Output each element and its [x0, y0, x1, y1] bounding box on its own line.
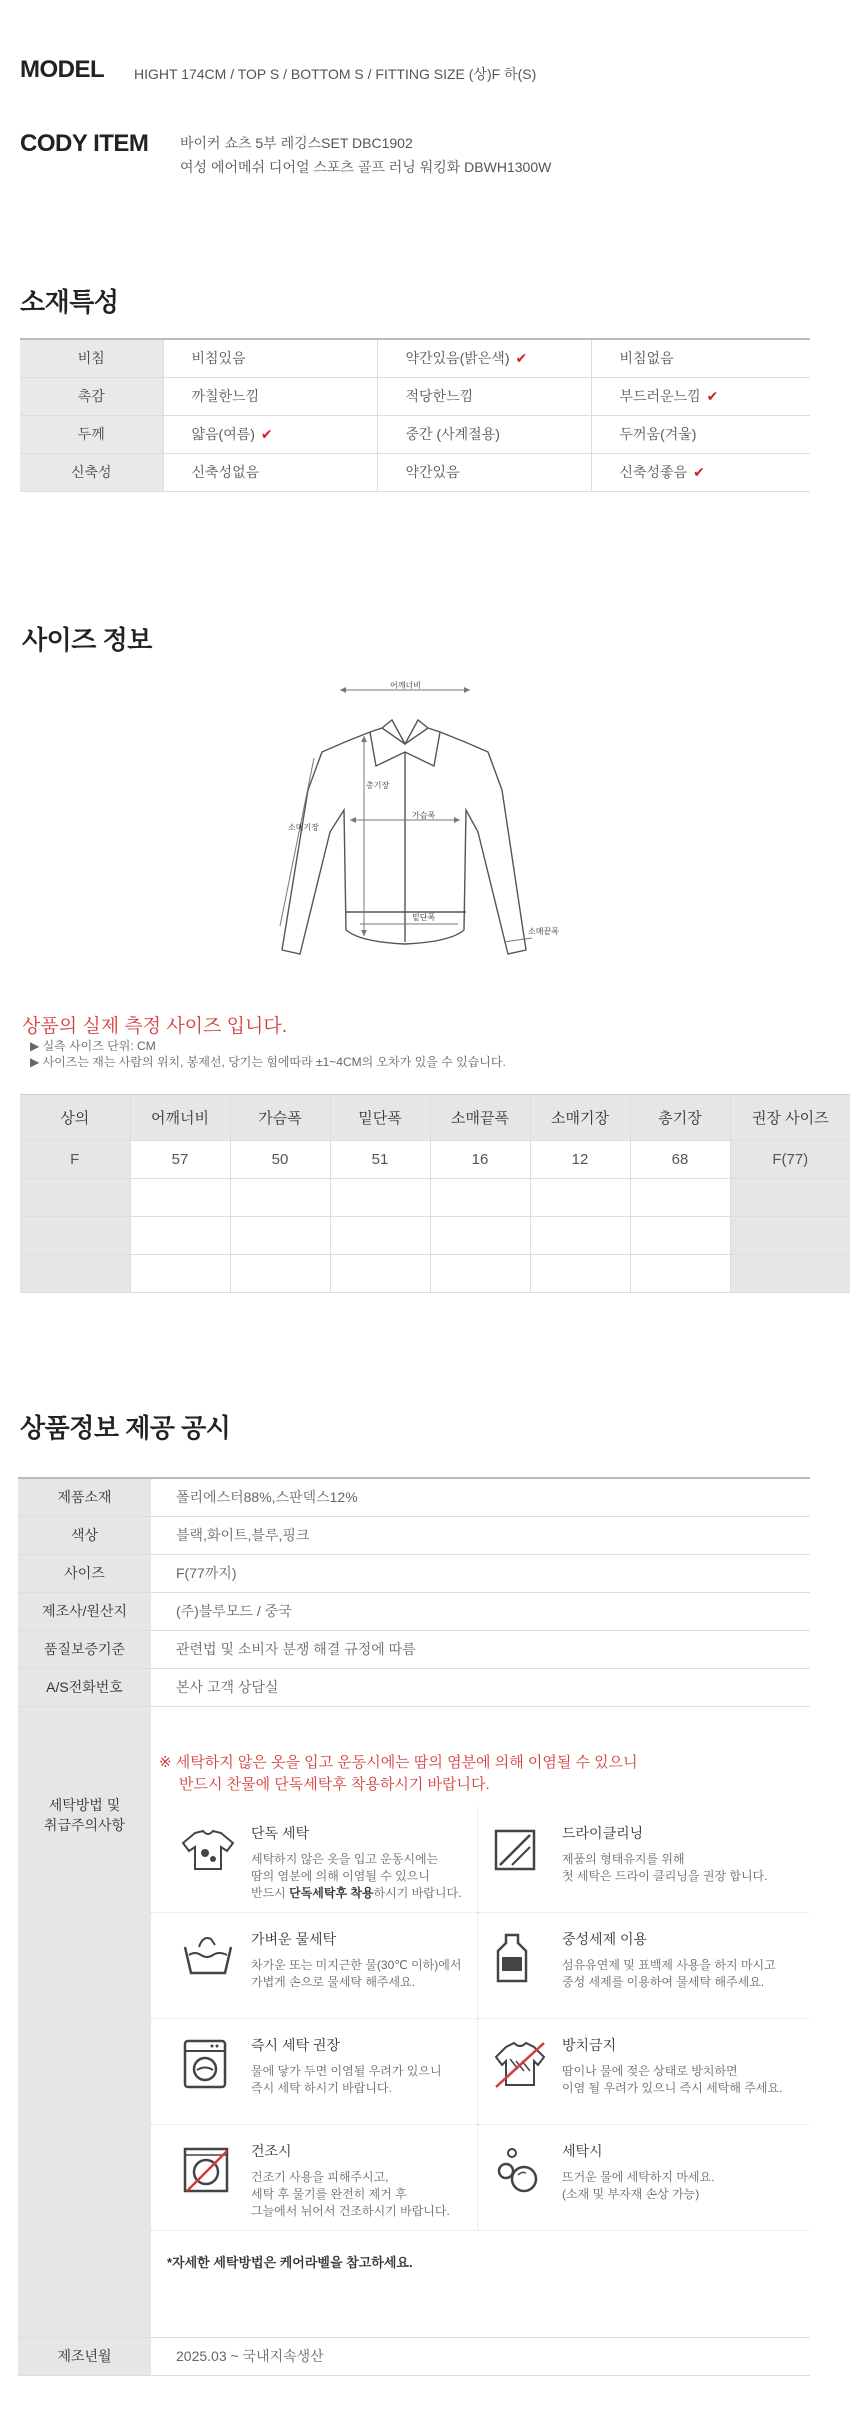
care-item-desc: 즉시 세탁 하시기 바랍니다. [251, 2080, 392, 2095]
care-item-desc-part: 반드시 [251, 1885, 290, 1900]
diagram-label-hem: 밑단폭 [412, 913, 436, 922]
size-cell: F [20, 1141, 130, 1179]
product-info-row [18, 1478, 810, 1516]
diagram-label-chest: 가슴폭 [412, 811, 436, 820]
material-option-label: 부드러운느낌 [619, 388, 701, 404]
model-info: HIGHT 174CM / TOP S / BOTTOM S / FITTING SIZE (상)F 하(S) [134, 66, 537, 82]
size-header-cell: 소매기장 [530, 1095, 630, 1141]
size-cell [730, 1255, 850, 1293]
diagram-label-cuff: 소매끝폭 [528, 927, 559, 936]
product-info-title: 상품정보 제공 공시 [20, 1413, 231, 1443]
care-item [478, 1913, 810, 2019]
care-content [151, 1706, 810, 2337]
size-notice-1: ▶ 실측 사이즈 단위: CM [30, 1039, 156, 1053]
size-header-cell: 가슴폭 [230, 1095, 330, 1141]
care-item-desc: 중성 세제를 이용하여 물세탁 해주세요. [562, 1974, 765, 1989]
cody-item-1: 바이커 쇼츠 5부 레깅스SET DBC1902 [180, 135, 413, 151]
material-option [163, 415, 377, 453]
size-header-cell: 소매끝폭 [430, 1095, 530, 1141]
soap-bubbles-icon [492, 2145, 542, 2198]
material-option-label: 까칠한느낌 [191, 388, 260, 404]
material-option [377, 339, 591, 377]
size-cell [330, 1217, 430, 1255]
material-row-head: 두께 [20, 415, 163, 453]
size-cell [530, 1255, 630, 1293]
care-warning-2: 반드시 찬물에 단독세탁후 착용하시기 바랍니다. [179, 1775, 490, 1793]
care-item [151, 2125, 478, 2231]
care-item [151, 1807, 478, 1913]
care-item-title: 세탁시 [562, 2142, 603, 2159]
size-table-row [20, 1217, 850, 1255]
material-option [591, 453, 810, 491]
product-info-value: (주)블루모드 / 중국 [151, 1592, 810, 1630]
diagram-label-length: 총기장 [366, 781, 390, 790]
care-item [478, 1807, 810, 1913]
care-item-desc: 뜨거운 물에 세탁하지 마세요. [562, 2169, 715, 2184]
size-table-row [20, 1141, 850, 1179]
product-info-head: 제품소재 [18, 1478, 151, 1516]
size-cell [130, 1179, 230, 1217]
care-item-desc: 세탁 후 물기를 완전히 제거 후 [251, 2186, 407, 2201]
care-item [151, 1913, 478, 2019]
cody-item-label: CODY ITEM [20, 130, 149, 157]
size-header-cell: 상의 [20, 1095, 130, 1141]
single-wash-icon [181, 1827, 235, 1876]
diagram-label-shoulder: 어깨너비 [390, 681, 421, 690]
care-item-desc: 땀의 염분에 의해 이염될 수 있으니 [251, 1868, 430, 1883]
product-info-value: 관련법 및 소비자 분쟁 해결 규정에 따름 [151, 1630, 810, 1668]
manufacture-value: 2025.03 ~ 국내지속생산 [151, 2337, 810, 2375]
care-item-desc: 건조기 사용을 피해주시고, [251, 2169, 389, 2184]
size-cell: F(77) [730, 1141, 850, 1179]
hand-wash-icon [181, 1933, 235, 1982]
size-cell [20, 1255, 130, 1293]
material-option-label: 얇음(여름) [191, 426, 255, 442]
size-cell: 57 [130, 1141, 230, 1179]
material-option-label: 약간있음(밝은색) [405, 350, 510, 367]
material-option-label: 신축성좋음 [619, 464, 688, 480]
size-cell [430, 1179, 530, 1217]
material-option [377, 453, 591, 491]
product-info-value: 폴리에스터88%,스판덱스12% [151, 1478, 810, 1516]
material-option-label: 비침없음 [619, 350, 674, 367]
size-notice-title: 상품의 실제 측정 사이즈 입니다. [22, 1016, 287, 1037]
size-cell [730, 1179, 850, 1217]
size-notice-2: ▶ 사이즈는 재는 사람의 위치, 봉제선, 당기는 힘에따라 ±1~4CM의 오차가 있을 수 있습니다. [30, 1055, 506, 1069]
material-row [20, 339, 810, 377]
care-item-title: 즉시 세탁 권장 [251, 2036, 340, 2053]
material-option [163, 339, 377, 377]
material-option-label: 적당한느낌 [405, 388, 474, 404]
care-item-title: 방치금지 [562, 2036, 617, 2053]
check-icon: ✔ [515, 350, 528, 367]
care-head-line-1: 세탁방법 및 [48, 1796, 121, 1813]
size-cell [430, 1255, 530, 1293]
product-info-head: 사이즈 [18, 1554, 151, 1592]
material-option [591, 339, 810, 377]
size-cell [330, 1255, 430, 1293]
care-grid [151, 1807, 810, 2231]
size-cell [130, 1217, 230, 1255]
material-row-head: 신축성 [20, 453, 163, 491]
care-item-desc: 가볍게 손으로 물세탁 해주세요. [251, 1974, 416, 1989]
care-item-title: 중성세제 이용 [562, 1930, 648, 1947]
size-cell [230, 1255, 330, 1293]
material-row-head: 촉감 [20, 377, 163, 415]
product-info-head: A/S전화번호 [18, 1668, 151, 1706]
neutral-detergent-icon [492, 1933, 532, 1988]
size-section-title: 사이즈 정보 [22, 625, 152, 655]
care-item-title: 가벼운 물세탁 [251, 1930, 337, 1947]
care-item-title: 건조시 [251, 2142, 292, 2159]
size-cell [530, 1179, 630, 1217]
size-header-cell: 어깨너비 [130, 1095, 230, 1141]
washing-machine-icon [181, 2039, 229, 2092]
care-item-desc: 이염 될 우려가 있으니 즉시 세탁해 주세요. [562, 2080, 783, 2095]
material-option [163, 453, 377, 491]
size-cell [230, 1179, 330, 1217]
material-option [591, 415, 810, 453]
product-info-value: 블랙,화이트,블루,핑크 [151, 1516, 810, 1554]
size-cell: 16 [430, 1141, 530, 1179]
material-section-title: 소재특성 [20, 287, 119, 317]
size-table [20, 1094, 850, 1293]
material-option-label: 신축성없음 [191, 464, 260, 480]
material-option [591, 377, 810, 415]
size-header-cell: 밑단폭 [330, 1095, 430, 1141]
material-option [377, 415, 591, 453]
material-option-label: 비침있음 [191, 350, 246, 367]
product-info-row [18, 1630, 810, 1668]
product-info-head: 제조사/원산지 [18, 1592, 151, 1630]
care-item-title: 드라이클리닝 [562, 1824, 644, 1841]
size-cell [330, 1179, 430, 1217]
material-table [20, 338, 810, 492]
size-header-cell: 권장 사이즈 [730, 1095, 850, 1141]
care-item-desc: (소재 및 부자재 손상 가능) [562, 2186, 700, 2201]
care-item-desc: 차가운 또는 미지근한 물(30℃ 이하)에서 [251, 1957, 462, 1972]
care-item-desc-part: 하시기 바랍니다. [373, 1885, 462, 1900]
size-header-cell: 총기장 [630, 1095, 730, 1141]
product-info-row [18, 1554, 810, 1592]
care-item-desc: 세탁하지 않은 옷을 입고 운동시에는 [251, 1851, 439, 1866]
care-item [151, 2019, 478, 2125]
size-cell [730, 1217, 850, 1255]
product-info-row [18, 1516, 810, 1554]
size-cell [630, 1217, 730, 1255]
care-head-line-2: 취급주의사항 [43, 1816, 126, 1833]
care-item-desc: 물에 닿가 두면 이염될 우려가 있으니 [251, 2063, 442, 2078]
cody-item-2: 여성 에어메쉬 디어얼 스포츠 골프 러닝 워킹화 DBWH1300W [180, 159, 552, 175]
manufacture-head: 제조년월 [18, 2337, 151, 2375]
no-leave-wet-icon [492, 2039, 548, 2094]
size-table-row [20, 1255, 850, 1293]
size-cell [20, 1217, 130, 1255]
care-item [478, 2125, 810, 2231]
care-head [18, 1706, 151, 2337]
product-info-head: 색상 [18, 1516, 151, 1554]
material-option-label: 약간있음 [405, 464, 460, 480]
material-row-head: 비침 [20, 339, 163, 377]
care-item-desc: 섬유유연제 및 표백제 사용을 하지 마시고 [562, 1957, 776, 1972]
product-info-row [18, 1592, 810, 1630]
size-cell [630, 1255, 730, 1293]
size-cell [130, 1255, 230, 1293]
product-info-head: 품질보증기준 [18, 1630, 151, 1668]
care-item [478, 2019, 810, 2125]
care-item-desc: 땀이나 물에 젖은 상태로 방치하면 [562, 2063, 738, 2078]
material-option [377, 377, 591, 415]
material-option-label: 중간 (사계절용) [405, 426, 500, 442]
material-row [20, 377, 810, 415]
dry-clean-icon [492, 1827, 538, 1876]
size-cell [230, 1217, 330, 1255]
size-diagram [270, 680, 580, 975]
size-cell: 12 [530, 1141, 630, 1179]
size-table-row [20, 1179, 850, 1217]
product-info-value: F(77까지) [151, 1554, 810, 1592]
model-label: MODEL [20, 56, 105, 83]
size-cell [530, 1217, 630, 1255]
material-option [163, 377, 377, 415]
material-row [20, 453, 810, 491]
care-item-desc [251, 1885, 461, 1902]
size-cell: 51 [330, 1141, 430, 1179]
size-cell [630, 1179, 730, 1217]
material-option-label: 두꺼움(겨울) [619, 426, 697, 442]
care-item-desc: 그늘에서 뉘어서 건조하시기 바랍니다. [251, 2203, 450, 2218]
care-warning-1: ※ 세탁하지 않은 옷을 입고 운동시에는 땀의 염분에 의해 이염될 수 있으니 [159, 1753, 638, 1771]
no-tumble-dry-icon [181, 2145, 231, 2198]
care-item-title: 단독 세탁 [251, 1824, 309, 1841]
product-info-row [18, 1668, 810, 1706]
product-info-value: 본사 고객 상담실 [151, 1668, 810, 1706]
care-item-desc-emphasis: 단독세탁후 착용 [289, 1885, 374, 1900]
care-item-desc: 첫 세탁은 드라이 클리닝을 권장 합니다. [562, 1868, 768, 1883]
material-row [20, 415, 810, 453]
size-cell: 68 [630, 1141, 730, 1179]
check-icon: ✔ [706, 388, 719, 404]
size-cell [430, 1217, 530, 1255]
size-cell [20, 1179, 130, 1217]
care-item-desc: 제품의 형태유지를 위해 [562, 1851, 685, 1866]
size-table-header [20, 1095, 850, 1141]
size-cell: 50 [230, 1141, 330, 1179]
check-icon: ✔ [260, 426, 273, 442]
care-footnote: *자세한 세탁방법은 케어라벨을 참고하세요. [167, 2254, 413, 2270]
product-info-table [18, 1477, 810, 2376]
check-icon: ✔ [693, 464, 705, 480]
diagram-label-sleeve-length: 소매기장 [288, 823, 319, 832]
